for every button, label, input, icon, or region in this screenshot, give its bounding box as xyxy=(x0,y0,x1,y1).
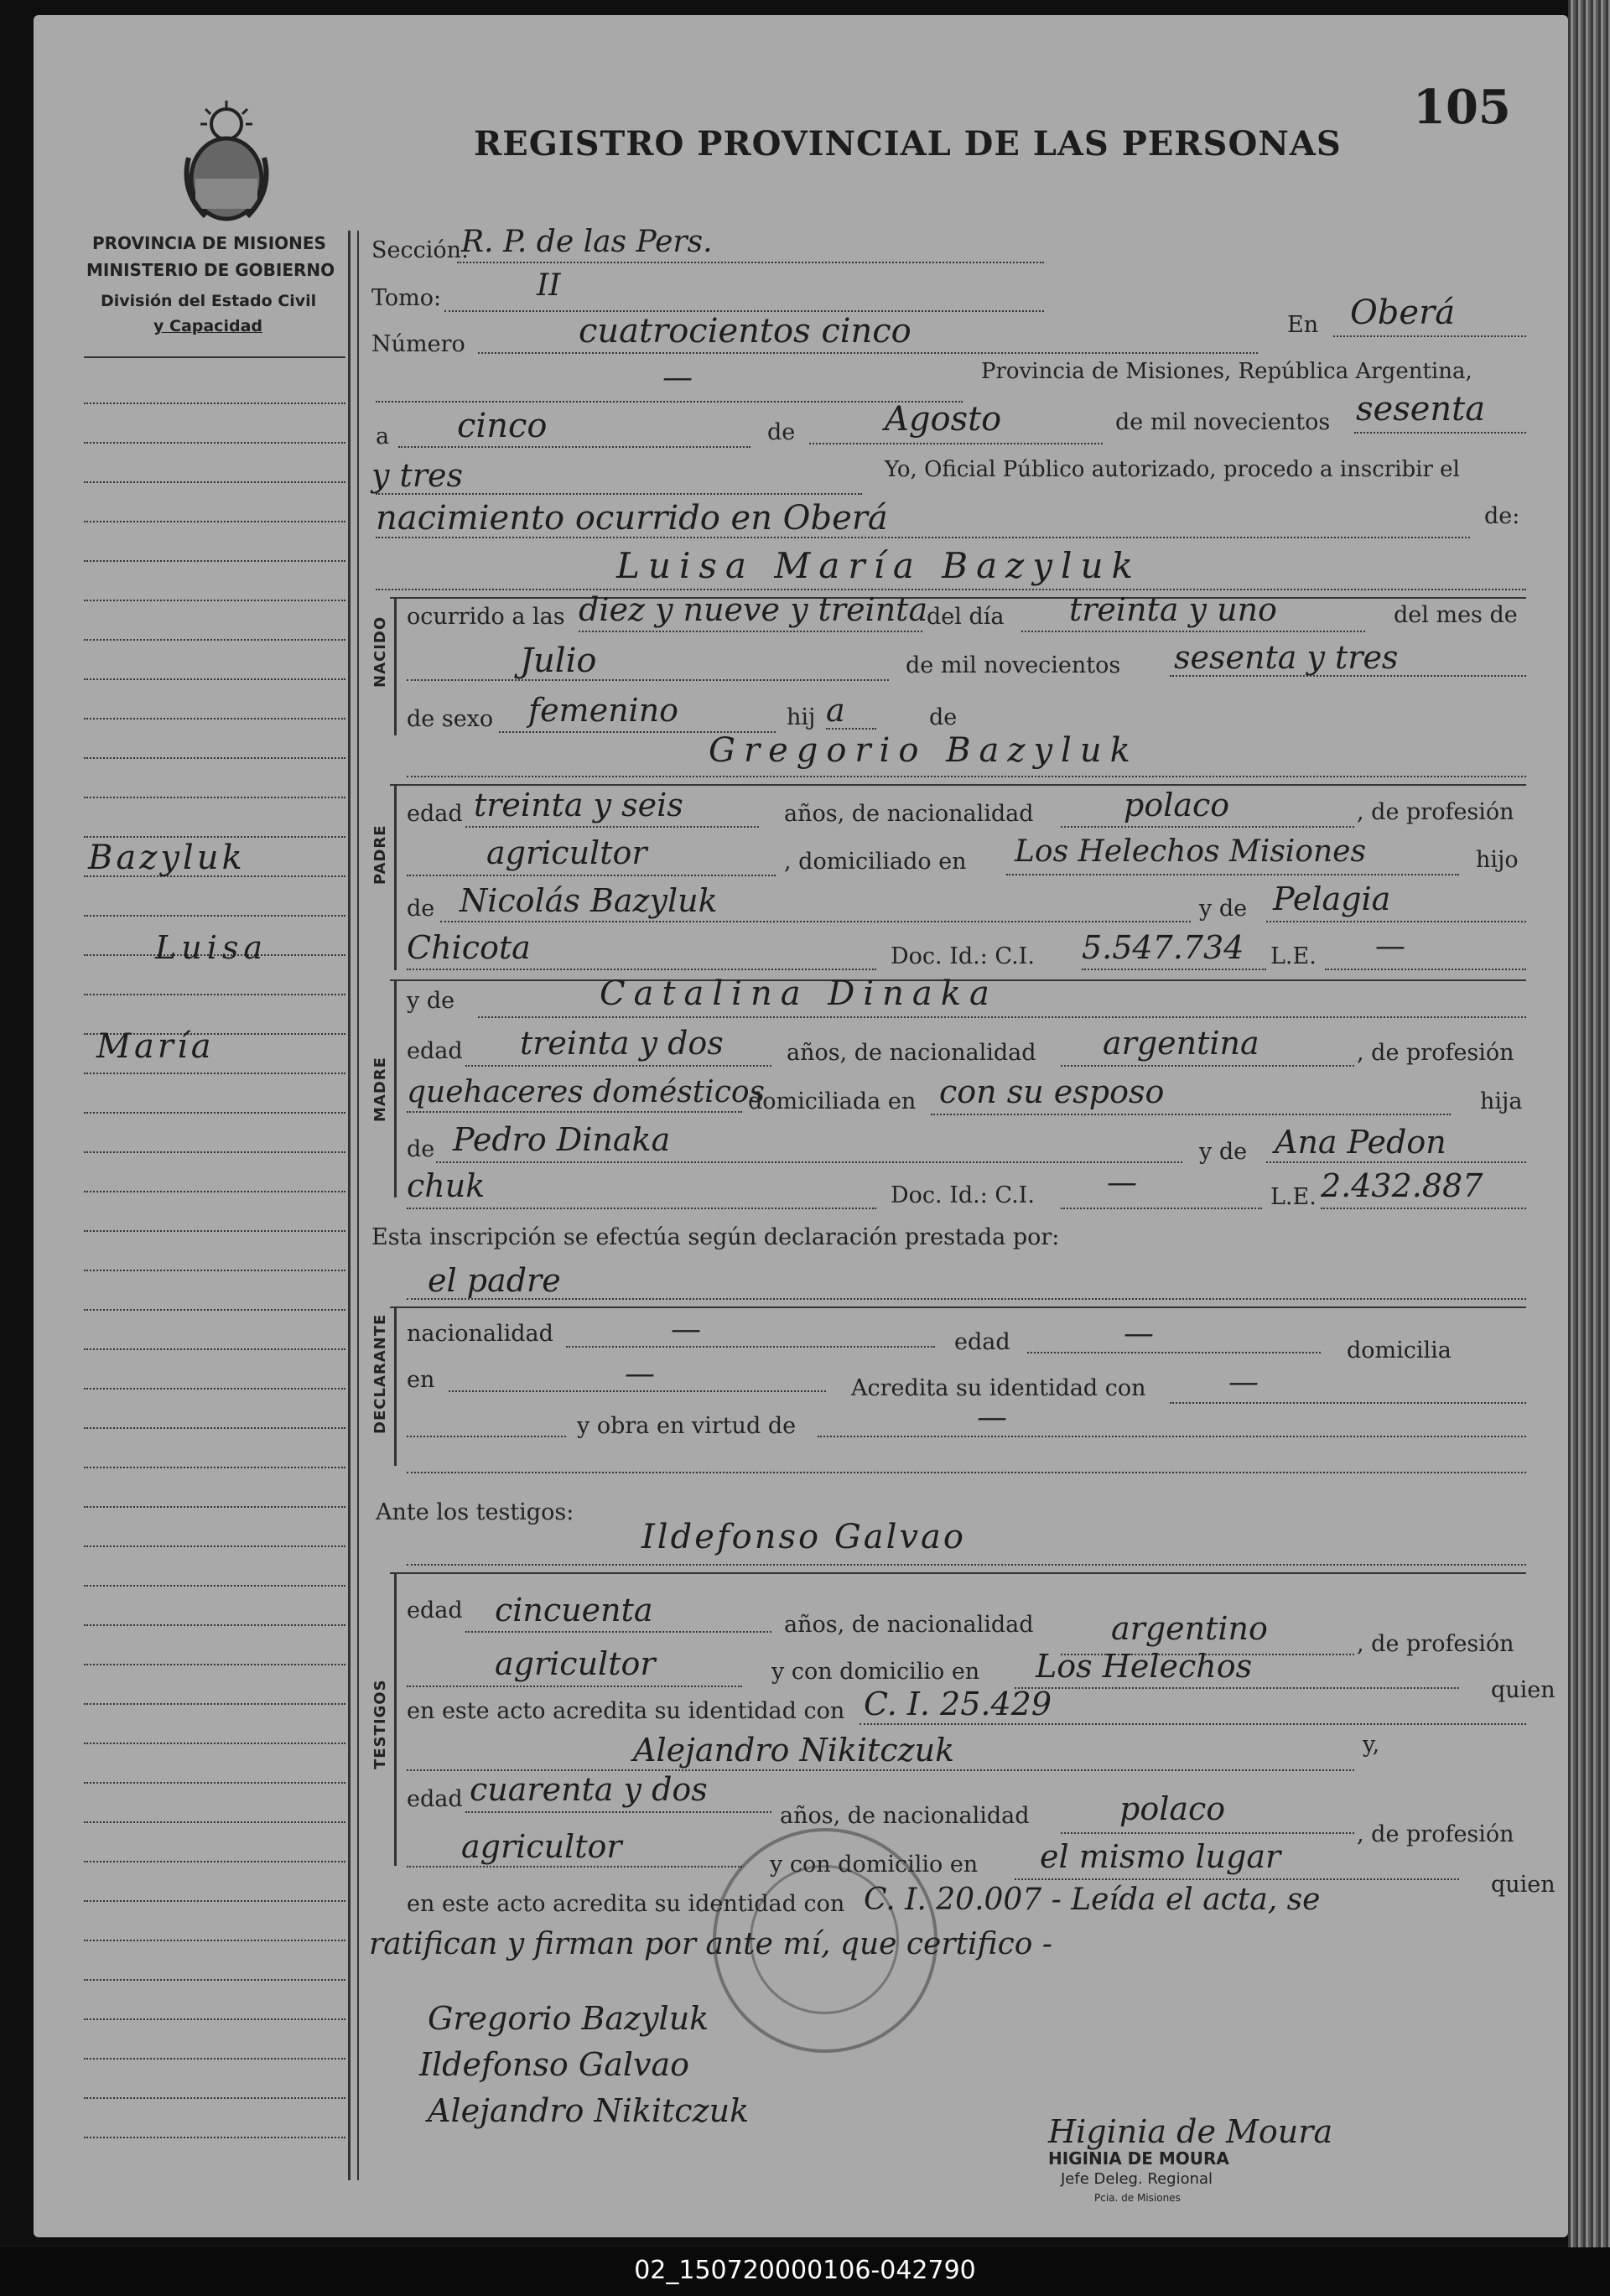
seccion-value: R. P. de las Pers. xyxy=(461,225,713,259)
w1-quien-label: quien xyxy=(1491,1677,1555,1703)
margin-ruled-line xyxy=(84,1309,345,1311)
declarante-nac-value: — xyxy=(671,1312,701,1347)
declarante-value: el padre xyxy=(428,1262,561,1299)
w2-prof-value: agricultor xyxy=(461,1828,622,1865)
madre-doc-label: Doc. Id.: C.I. xyxy=(891,1182,1035,1208)
declarante-section-label: DECLARANTE xyxy=(371,1313,389,1434)
margin-ruled-line xyxy=(84,1388,345,1390)
signature-father: Gregorio Bazyluk xyxy=(428,2000,709,2037)
margin-ruled-line xyxy=(84,1073,345,1074)
w1-dom-label: y con domicilio en xyxy=(771,1659,980,1685)
del-mes-label: del mes de xyxy=(1394,602,1518,628)
margin-top-divider xyxy=(84,356,345,358)
madre-dom-value: con su esposo xyxy=(939,1073,1165,1110)
padre-doc-label: Doc. Id.: C.I. xyxy=(891,943,1035,969)
padre-father-line xyxy=(440,921,1191,922)
madre-doc-value: — xyxy=(1107,1166,1137,1200)
signature-witness-1: Ildefonso Galvao xyxy=(419,2046,690,2083)
nacido-top-rule xyxy=(390,597,1526,599)
de-colon-label: de: xyxy=(1484,503,1520,529)
child-name-line xyxy=(376,589,1526,590)
madre-nac-line xyxy=(1061,1065,1354,1067)
margin-ruled-line xyxy=(84,1664,345,1665)
declarante-obra-line xyxy=(818,1436,1526,1437)
padre-prof-label: , de profesión xyxy=(1357,799,1514,825)
margin-ruled-line xyxy=(84,1979,345,1981)
w1-nac-value: argentino xyxy=(1111,1610,1268,1647)
mes-line xyxy=(407,679,889,681)
madre-de-label: de xyxy=(407,1136,435,1162)
madre-y-de2-label: y de xyxy=(1199,1139,1248,1165)
w1-prof-label: , de profesión xyxy=(1357,1631,1514,1657)
padre-de-label: de xyxy=(407,896,435,922)
declarante-acredita-label: Acredita su identidad con xyxy=(851,1375,1146,1401)
madre-father-line xyxy=(436,1161,1182,1163)
testigos-intro: Ante los testigos: xyxy=(376,1499,574,1525)
padre-anos-label: años, de nacionalidad xyxy=(784,801,1034,827)
margin-ruled-line xyxy=(84,994,345,995)
document-title: REGISTRO PROVINCIAL DE LAS PERSONAS xyxy=(474,124,1342,164)
declarante-obra-line-pre xyxy=(407,1436,566,1437)
padre-mother-line-2 xyxy=(407,969,876,970)
padre-edad-label: edad xyxy=(407,801,463,827)
del-dia-label: del día xyxy=(927,604,1005,630)
office-line-2: MINISTERIO DE GOBIERNO xyxy=(86,260,335,280)
margin-surname: Bazyluk xyxy=(88,839,246,877)
padre-nac-line xyxy=(1061,826,1354,828)
declarante-nac-line xyxy=(566,1346,935,1348)
padre-le-line xyxy=(1325,969,1526,970)
madre-mother-value-2: chuk xyxy=(407,1167,486,1204)
margin-ruled-line xyxy=(84,1821,345,1823)
official-stamp-title: Jefe Deleg. Regional xyxy=(1061,2170,1213,2188)
margin-ruled-line xyxy=(84,600,345,601)
margin-ruled-line xyxy=(84,1112,345,1114)
signature-official: Higinia de Moura xyxy=(1048,2113,1333,2150)
en-value: Oberá xyxy=(1350,293,1456,332)
testigos-top-rule xyxy=(390,1572,1526,1574)
anio-value: sesenta y tres xyxy=(1174,639,1399,676)
witness-1-name-line xyxy=(407,1564,1526,1566)
margin-ruled-line xyxy=(84,1545,345,1547)
w1-dom-line xyxy=(1015,1687,1459,1689)
w2-anos-label: años, de nacionalidad xyxy=(780,1803,1030,1829)
official-seal-stamp xyxy=(713,1828,937,2053)
nacido-de-label: de xyxy=(929,704,958,730)
madre-name: Catalina Dinaka xyxy=(600,974,998,1013)
madre-le-label: L.E. xyxy=(1270,1184,1317,1210)
w1-prof-value: agricultor xyxy=(495,1645,656,1682)
margin-ruled-line xyxy=(84,1230,345,1232)
declarante-extra-line xyxy=(407,1472,1526,1473)
dia-value: treinta y uno xyxy=(1069,591,1277,628)
yo-text: Yo, Oficial Público autorizado, procedo a inscribir el xyxy=(885,457,1460,482)
declarante-obra-value: — xyxy=(977,1400,1007,1435)
witness-1-name: Ildefonso Galvao xyxy=(641,1518,966,1556)
padre-dom-value: Los Helechos Misiones xyxy=(1015,834,1366,869)
padre-nac-value: polaco xyxy=(1124,787,1230,823)
madre-y-de-label: y de xyxy=(407,988,455,1014)
madre-mother-line-2 xyxy=(407,1208,876,1209)
margin-ruled-line xyxy=(84,757,345,759)
declarante-en-label: en xyxy=(407,1367,435,1393)
padre-edad-value: treinta y seis xyxy=(474,787,683,823)
hora-value: diez y nueve y treinta xyxy=(579,591,928,628)
madre-edad-value: treinta y dos xyxy=(520,1025,724,1062)
w2-nac-line xyxy=(1061,1832,1354,1834)
padre-edad-line xyxy=(465,826,759,828)
margin-ruled-line xyxy=(84,1940,345,1941)
numero-value: cuatrocientos cinco xyxy=(579,312,911,351)
padre-father-value: Nicolás Bazyluk xyxy=(460,882,718,919)
margin-ruled-line xyxy=(84,2058,345,2060)
madre-prof-value: quehaceres domésticos xyxy=(407,1075,766,1109)
de-label: de xyxy=(767,419,796,445)
margin-ruled-line xyxy=(84,2018,345,2020)
hij-label: hij xyxy=(787,704,816,730)
margin-ruled-line xyxy=(84,1506,345,1508)
madre-doc-line xyxy=(1061,1208,1262,1209)
father-name: Gregorio Bazyluk xyxy=(709,731,1139,770)
seccion-line xyxy=(457,262,1044,263)
margin-ruled-line xyxy=(84,1427,345,1429)
madre-prof-line xyxy=(407,1111,742,1113)
a-label: a xyxy=(376,423,390,449)
padre-prof-line xyxy=(407,875,776,876)
margin-ruled-line xyxy=(84,678,345,680)
sexo-value: femenino xyxy=(528,692,679,729)
margin-ruled-line xyxy=(84,1782,345,1784)
office-line-4: y Capacidad xyxy=(153,317,262,335)
provincia-dash: — xyxy=(662,361,693,395)
margin-ruled-line xyxy=(84,1861,345,1862)
hora-line xyxy=(579,631,922,632)
w2-edad-label: edad xyxy=(407,1786,463,1812)
madre-nac-value: argentina xyxy=(1103,1025,1259,1062)
declarante-nac-label: nacionalidad xyxy=(407,1321,553,1347)
month-line xyxy=(809,443,1103,444)
w2-nac-value: polaco xyxy=(1119,1790,1226,1827)
padre-section-label: PADRE xyxy=(371,824,389,885)
padre-mother-value: Pelagia xyxy=(1273,880,1391,917)
w1-edad-label: edad xyxy=(407,1597,463,1623)
margin-given-name-2: María xyxy=(96,1027,215,1066)
margin-ruled-line xyxy=(84,1743,345,1744)
w2-dom-label: y con domicilio en xyxy=(770,1852,979,1878)
margin-ruled-line xyxy=(84,2137,345,2138)
madre-le-value: 2.432.887 xyxy=(1321,1167,1483,1204)
margin-ruled-line xyxy=(84,797,345,798)
testigos-section-label: TESTIGOS xyxy=(371,1679,389,1769)
margin-ruled-line xyxy=(84,718,345,719)
w1-prof-line xyxy=(407,1686,742,1687)
margin-vertical-rule xyxy=(348,231,351,2180)
dia-line xyxy=(1021,631,1365,632)
coat-of-arms-icon xyxy=(180,99,273,225)
signature-witness-2: Alejandro Nikitczuk xyxy=(428,2092,750,2129)
declarante-en-value: — xyxy=(625,1357,655,1391)
padre-dom-line xyxy=(1006,874,1459,875)
year-line-2 xyxy=(376,493,862,495)
margin-ruled-line xyxy=(84,1270,345,1271)
ocurrido-label: ocurrido a las xyxy=(407,604,565,630)
w1-acr-line xyxy=(860,1723,1526,1725)
numero-label: Número xyxy=(371,331,465,357)
padre-mother-line xyxy=(1266,921,1526,922)
father-name-line xyxy=(407,776,1526,777)
padre-le-label: L.E. xyxy=(1270,943,1317,969)
w2-edad-line xyxy=(465,1811,771,1813)
padre-prof-value: agricultor xyxy=(486,834,647,871)
w1-dom-value: Los Helechos xyxy=(1036,1648,1253,1685)
declarante-obra-label: y obra en virtud de xyxy=(577,1413,797,1439)
book-page-edges xyxy=(1568,0,1610,2247)
margin-ruled-line xyxy=(84,403,345,404)
madre-hija-label: hija xyxy=(1480,1088,1523,1114)
padre-le-value: — xyxy=(1375,929,1405,964)
a-value: cinco xyxy=(457,407,548,445)
office-line-1: PROVINCIA DE MISIONES xyxy=(92,233,326,253)
declarante-edad-line xyxy=(1027,1352,1321,1353)
madre-bracket xyxy=(394,979,397,1197)
madre-dom-label: domiciliada en xyxy=(748,1088,917,1114)
margin-ruled-line xyxy=(84,1467,345,1468)
nacido-bracket xyxy=(394,597,397,735)
declarante-dom-label: domicilia xyxy=(1347,1338,1452,1364)
mes-value: Julio xyxy=(520,642,597,680)
margin-ruled-line xyxy=(84,1348,345,1350)
madre-anos-label: años, de nacionalidad xyxy=(787,1040,1036,1066)
declarante-acredita-line xyxy=(1170,1402,1526,1404)
provincia-line xyxy=(376,401,963,403)
nacido-section-label: NACIDO xyxy=(371,616,389,688)
official-stamp-province: Pcia. de Misiones xyxy=(1094,2192,1181,2204)
w2-dom-value: el mismo lugar xyxy=(1040,1838,1281,1875)
numero-line xyxy=(478,352,1258,354)
margin-ruled-line xyxy=(84,442,345,444)
w2-edad-value: cuarenta y dos xyxy=(470,1771,708,1808)
padre-doc-line xyxy=(1082,969,1266,970)
madre-mother-line xyxy=(1266,1161,1526,1163)
margin-ruled-line xyxy=(84,1624,345,1626)
margin-ruled-line xyxy=(84,915,345,917)
padre-hijo-label: hijo xyxy=(1476,847,1519,873)
declarante-acredita-value: — xyxy=(1228,1365,1259,1400)
w2-prof-label: , de profesión xyxy=(1357,1821,1514,1847)
year-value: sesenta xyxy=(1356,390,1486,429)
provincia-text: Provincia de Misiones, República Argentina, xyxy=(981,359,1472,384)
hij-value: a xyxy=(826,692,845,729)
margin-ruled-line xyxy=(84,1585,345,1587)
w1-anos-label: años, de nacionalidad xyxy=(784,1612,1034,1638)
declarante-edad-label: edad xyxy=(954,1329,1010,1355)
a-line xyxy=(398,446,750,448)
w1-acr-label: en este acto acredita su identidad con xyxy=(407,1698,845,1724)
mil-nacido-label: de mil novecientos xyxy=(906,652,1121,678)
tomo-value: II xyxy=(537,268,561,303)
padre-doc-value: 5.547.734 xyxy=(1082,929,1244,966)
w2-acr-label: en este acto acredita su identidad con xyxy=(407,1891,845,1917)
margin-ruled-line xyxy=(84,836,345,838)
declarante-top-rule xyxy=(390,1306,1526,1308)
madre-dom-line xyxy=(931,1114,1451,1115)
child-name: Luisa María Bazyluk xyxy=(616,545,1141,586)
padre-y-de-label: y de xyxy=(1199,896,1248,922)
margin-ruled-line xyxy=(84,639,345,641)
padre-mother-value-2: Chicota xyxy=(407,929,531,966)
testigos-bracket xyxy=(394,1572,397,1866)
w1-edad-line xyxy=(465,1631,771,1633)
page-number: 105 xyxy=(1413,80,1511,135)
margin-ruled-line xyxy=(84,1900,345,1902)
padre-dom-label: , domiciliado en xyxy=(784,849,967,875)
padre-bracket xyxy=(394,784,397,970)
en-line xyxy=(1333,335,1526,337)
madre-edad-label: edad xyxy=(407,1038,463,1064)
mil-label: de mil novecientos xyxy=(1115,409,1331,435)
seccion-label: Sección: xyxy=(371,237,470,263)
witness-2-name: Alejandro Nikitczuk xyxy=(633,1732,955,1769)
image-identifier: 02_150720000106-042790 xyxy=(634,2256,976,2285)
year-value-2: y tres xyxy=(371,457,463,494)
margin-ruled-line xyxy=(84,481,345,483)
madre-prof-label: , de profesión xyxy=(1357,1040,1514,1066)
margin-ruled-line xyxy=(84,560,345,562)
hij-line xyxy=(826,728,876,730)
month-value: Agosto xyxy=(885,400,1002,439)
en-label: En xyxy=(1287,312,1319,338)
w2-quien-label: quien xyxy=(1491,1872,1555,1898)
closing-statement: ratifican y firman por ante mí, que certifico - xyxy=(369,1927,1053,1961)
margin-vertical-rule-2 xyxy=(357,231,359,2180)
year-line xyxy=(1354,432,1526,434)
tomo-label: Tomo: xyxy=(371,285,442,311)
declarante-intro: Esta inscripción se efectúa según declaración prestada por: xyxy=(371,1224,1060,1250)
madre-section-label: MADRE xyxy=(371,1057,389,1122)
w2-y-label: y, xyxy=(1363,1732,1380,1758)
madre-father-value: Pedro Dinaka xyxy=(453,1121,671,1158)
madre-edad-line xyxy=(465,1065,771,1067)
w2-prof-line xyxy=(407,1866,742,1867)
sexo-label: de sexo xyxy=(407,706,494,732)
margin-ruled-line xyxy=(84,1703,345,1705)
w1-acr-value: C. I. 25.429 xyxy=(864,1686,1052,1722)
nacimiento-line xyxy=(376,537,1470,538)
declarante-value-line xyxy=(407,1298,1526,1300)
w2-acr-value: C. I. 20.007 - Leída el acta, se xyxy=(864,1883,1321,1917)
margin-ruled-line xyxy=(84,521,345,522)
margin-ruled-line xyxy=(84,1151,345,1153)
declarante-edad-value: — xyxy=(1124,1317,1154,1351)
office-line-3: División del Estado Civil xyxy=(101,292,317,310)
madre-le-line xyxy=(1321,1208,1526,1209)
nacimiento-value: nacimiento ocurrido en Oberá xyxy=(376,499,888,538)
w2-dom-line xyxy=(1015,1878,1459,1880)
madre-name-line xyxy=(478,1016,1526,1018)
w1-edad-value: cincuenta xyxy=(495,1592,653,1628)
margin-given-name-1: Luisa xyxy=(155,929,268,966)
margin-ruled-line xyxy=(84,1191,345,1192)
margin-ruled-line xyxy=(84,2097,345,2099)
declarante-bracket xyxy=(394,1306,397,1466)
padre-top-rule xyxy=(390,784,1526,786)
madre-mother-value: Ana Pedon xyxy=(1275,1124,1446,1161)
official-stamp-name: HIGINIA DE MOURA xyxy=(1048,2148,1229,2169)
